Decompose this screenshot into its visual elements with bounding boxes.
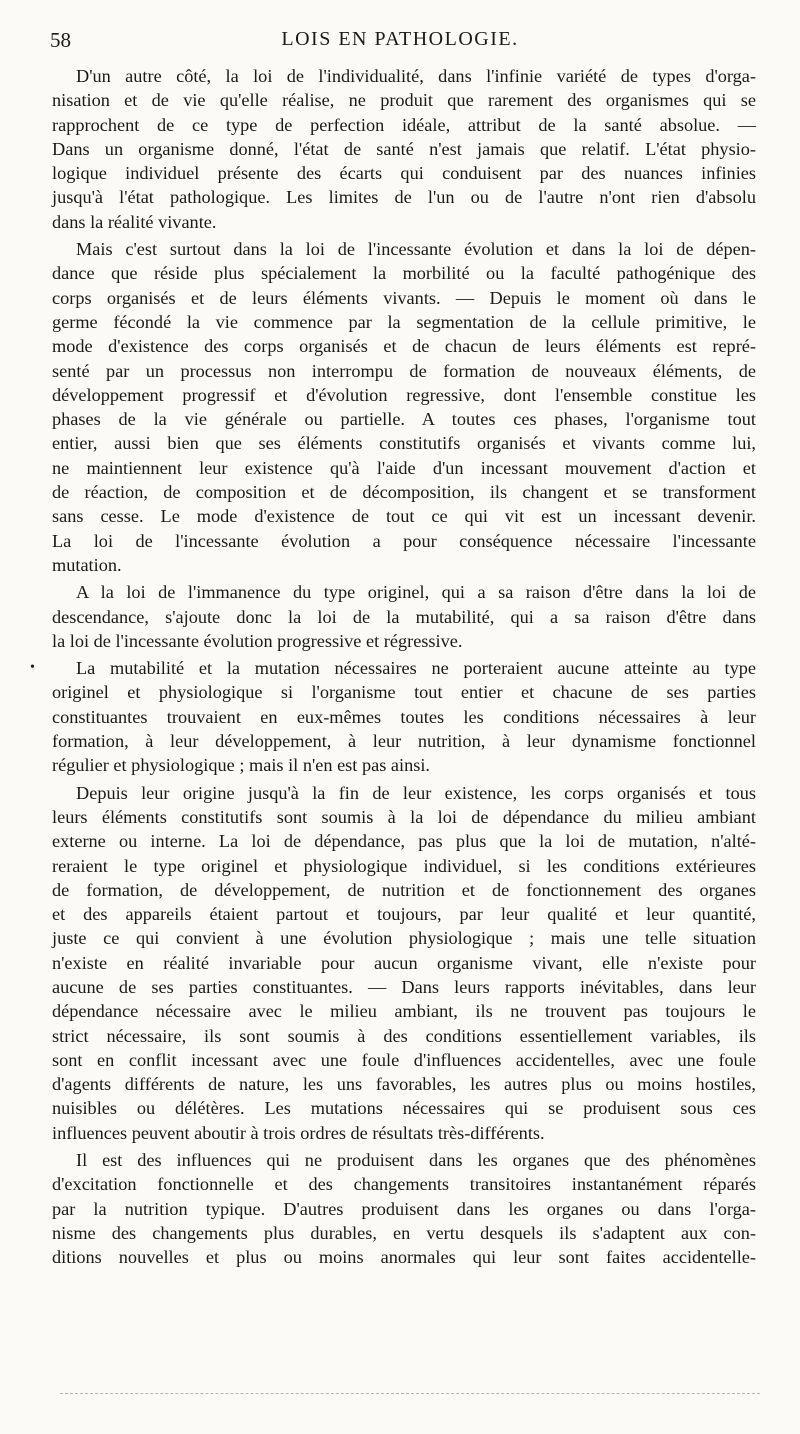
paragraph xyxy=(52,781,756,1145)
text-line: de réaction, de composition et de décomposition, ils changent et se transforment xyxy=(52,482,756,503)
text-line: de formation, de développement, de nutrition et de fonctionnement des organes xyxy=(52,879,756,900)
text-line: D'un autre côté, la loi de l'individualité, dans l'infinie variété de types d'orga- xyxy=(76,66,756,86)
text-line: juste ce qui convient à une évolution physiologique ; mais une telle situation xyxy=(52,928,756,949)
text-line: La mutabilité et la mutation nécessaires ne porteraient aucune atteinte au type xyxy=(76,658,756,679)
text-line: Depuis leur origine jusqu'à la fin de leur existence, les corps organisés et tous xyxy=(76,782,756,803)
text-line: La loi de l'incessante évolution a pour conséquence nécessaire l'incessante xyxy=(52,530,756,551)
text-line: d'agents différents de nature, les uns favorables, les autres plus ou moins hostiles, xyxy=(52,1074,756,1095)
text-line: mutation. xyxy=(52,554,122,575)
text-line: régulier et physiologique ; mais il n'en est pas ainsi. xyxy=(52,755,430,776)
footer-rule xyxy=(60,1393,760,1394)
text-line: nisation et de vie qu'elle réalise, ne produit que rarement des organismes qui se xyxy=(52,90,756,111)
text-line: corps organisés et de leurs éléments vivants. — Depuis le moment où dans le xyxy=(52,287,756,308)
text-line: formation, à leur développement, à leur nutrition, à leur dynamisme fonctionnel xyxy=(52,731,756,752)
text-line: la loi de l'incessante évolution progressive et régressive. xyxy=(52,630,463,651)
text-line: A la loi de l'immanence du type originel, qui a sa raison d'être dans la loi de xyxy=(76,582,756,603)
paragraph xyxy=(52,580,756,653)
text-line: développement progressif et d'évolution regressive, dont l'ensemble constitue les xyxy=(52,384,756,405)
paragraph xyxy=(30,656,756,777)
page-header xyxy=(50,28,750,58)
text-line: phases de la vie générale ou partielle. A toutes ces phases, l'organisme tout xyxy=(52,409,756,430)
text-line: aucune de ses parties constituantes. — Dans leurs rapports inévitables, dans leur xyxy=(52,976,756,997)
text-line: originel et physiologique si l'organisme tout entier et chacune de ses parties xyxy=(52,682,756,703)
text-line: mode d'existence des corps organisés et de chacun de leurs éléments est repré- xyxy=(52,336,756,357)
text-line: ne maintiennent leur existence qu'à l'aide d'un incessant mouvement d'action et xyxy=(52,457,756,478)
text-line: Mais c'est surtout dans la loi de l'incessante évolution et dans la loi de dépen- xyxy=(76,239,756,260)
text-line: et des appareils étaient partout et toujours, par leur qualité et leur quantité, xyxy=(52,904,756,925)
text-line: sont en conflit incessant avec une foule d'influences accidentelles, avec une foule xyxy=(52,1049,756,1070)
text-line: ditions nouvelles et plus ou moins anormales qui leur sont faites accidentelle- xyxy=(52,1247,756,1268)
paragraph xyxy=(52,237,756,577)
text-line: constituantes trouvaient en eux-mêmes toutes les conditions nécessaires à leur xyxy=(52,706,756,727)
text-line: Dans un organisme donné, l'état de santé n'est jamais que relatif. L'état physio- xyxy=(52,138,756,159)
text-line: strict nécessaire, ils sont soumis à des conditions essentiellement variables, ils xyxy=(52,1025,756,1046)
text-line: jusqu'à l'état pathologique. Les limites de l'un ou de l'autre n'ont rien d'absolu xyxy=(52,187,756,208)
running-title: LOIS EN PATHOLOGIE. xyxy=(281,28,519,50)
text-line: logique individuel présente des écarts qui conduisent par des nuances infinies xyxy=(52,163,756,184)
text-line: n'existe en réalité invariable pour aucun organisme vivant, elle n'existe pour xyxy=(52,952,756,973)
text-line: senté par un processus non interrompu de formation de nouveaux éléments, de xyxy=(52,360,756,381)
text-line: reraient le type originel et physiologique individuel, si les conditions extérieures xyxy=(52,855,756,876)
text-line: entier, aussi bien que ses éléments constitutifs organisés et vivants comme lui, xyxy=(52,433,756,454)
text-line: dépendance nécessaire avec le milieu ambiant, ils ne trouvent pas toujours le xyxy=(52,1001,756,1022)
text-line: germe fécondé la vie commence par la segmentation de la cellule primitive, le xyxy=(52,311,756,332)
text-line: descendance, s'ajoute donc la loi de la mutabilité, qui a sa raison d'être dans xyxy=(52,606,756,627)
page-number: 58 xyxy=(50,28,71,52)
paragraph xyxy=(52,1148,756,1269)
text-line: Il est des influences qui ne produisent dans les organes que des phénomènes xyxy=(76,1150,756,1171)
text-line: d'excitation fonctionnelle et des changements transitoires instantanément réparés xyxy=(52,1174,756,1195)
text-line: nisme des changements plus durables, en vertu desquels ils s'adaptent aux con- xyxy=(52,1222,756,1243)
text-line: rapprochent de ce type de perfection idéale, attribut de la santé absolue. — xyxy=(52,114,756,135)
paragraph xyxy=(52,64,756,234)
margin-bullet: • xyxy=(30,660,35,676)
text-line: dance que réside plus spécialement la morbilité ou la faculté pathogénique des xyxy=(52,263,756,284)
text-line: dans la réalité vivante. xyxy=(52,211,217,232)
page-body xyxy=(30,64,756,1273)
text-line: leurs éléments constitutifs sont soumis à la loi de dépendance du milieu ambiant xyxy=(52,806,756,827)
text-line: externe ou interne. La loi de dépendance, pas plus que la loi de mutation, n'alté- xyxy=(52,831,756,852)
text-line: sans cesse. Le mode d'existence de tout ce qui vit est un incessant devenir. xyxy=(52,506,756,527)
text-line: nuisibles ou délétères. Les mutations nécessaires qui se produisent sous ces xyxy=(52,1098,756,1119)
text-line: par la nutrition typique. D'autres produisent dans les organes ou dans l'orga- xyxy=(52,1198,756,1219)
text-line: influences peuvent aboutir à trois ordres de résultats très-différents. xyxy=(52,1122,545,1143)
